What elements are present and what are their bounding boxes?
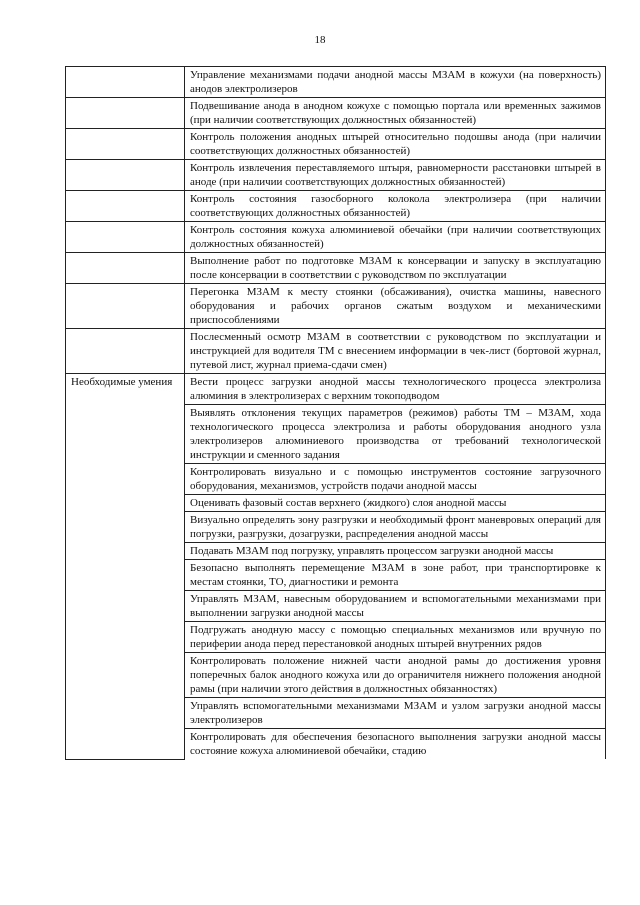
empty-label-cell	[66, 191, 185, 222]
table-row	[66, 160, 606, 191]
table-row	[66, 284, 606, 329]
empty-label-cell	[66, 98, 185, 129]
table-row	[66, 67, 606, 98]
table-cell: Оценивать фазовый состав верхнего (жидкого) слоя анодной массы	[185, 495, 606, 512]
table-cell: Перегонка МЗАМ к месту стоянки (обсаживания), очистка машины, навесного оборудования и рабочих органов сжатым воздухом и механическими приспособлениями	[185, 284, 606, 329]
table-cell: Подвешивание анода в анодном кожухе с помощью портала или временных зажимов (при наличии соответствующих должностных обязанностей)	[185, 98, 606, 129]
table-cell: Подавать МЗАМ под погрузку, управлять процессом загрузки анодной массы	[185, 543, 606, 560]
table-row	[66, 374, 606, 405]
table-cell: Управлять вспомогательными механизмами МЗАМ и узлом загрузки анодной массы электролизеров	[185, 698, 606, 729]
duties-table	[65, 66, 606, 760]
table-cell: Выполнение работ по подготовке МЗАМ к консервации и запуску в эксплуатацию после консервации в соответствии с руководством по эксплуатации	[185, 253, 606, 284]
empty-label-cell	[66, 222, 185, 253]
table-row	[66, 253, 606, 284]
empty-label-cell	[66, 253, 185, 284]
empty-label-cell	[66, 329, 185, 374]
table-row	[66, 222, 606, 253]
empty-label-cell	[66, 160, 185, 191]
table-cell: Подгружать анодную массу с помощью специальных механизмов или вручную по периферии анода перед перестановкой анодных штырей внутренних рядов	[185, 622, 606, 653]
page-number: 18	[314, 34, 326, 46]
empty-label-cell	[66, 129, 185, 160]
table-cell: Визуально определять зону разгрузки и необходимый фронт маневровых операций для погрузки, разгрузки, дозагрузки, распределения анодной массы	[185, 512, 606, 543]
table-cell: Управлять МЗАМ, навесным оборудованием и вспомогательными механизмами при выполнении загрузки анодной массы	[185, 591, 606, 622]
table-cell: Контроль извлечения переставляемого штыря, равномерности расстановки штырей в аноде (при наличии соответствующих должностных обязанностей)	[185, 160, 606, 191]
empty-label-cell	[66, 67, 185, 98]
table-row	[66, 129, 606, 160]
table-cell: Контролировать для обеспечения безопасного выполнения загрузки анодной массы состояние кожуха алюминиевой обечайки, стадию	[185, 729, 606, 760]
table-cell: Вести процесс загрузки анодной массы технологического процесса электролиза алюминия в электролизерах с верхним токоподводом	[185, 374, 606, 405]
table-cell: Контроль состояния газосборного колокола электролизера (при наличии соответствующих должностных обязанностей)	[185, 191, 606, 222]
table-row	[66, 191, 606, 222]
table-cell: Выявлять отклонения текущих параметров (режимов) работы ТМ – МЗАМ, хода технологического процесса электролиза и работы оборудования анодного узла электролизеров алюминиевого производства от требований технологической инструкции и сменного задания	[185, 405, 606, 464]
table-row	[66, 329, 606, 374]
table-cell: Управление механизмами подачи анодной массы МЗАМ в кожухи (на поверхность) анодов электролизеров	[185, 67, 606, 98]
table-cell: Послесменный осмотр МЗАМ в соответствии с руководством по эксплуатации и инструкцией для водителя ТМ с внесением информации в чек-лист (бортовой журнал, путевой лист, журнал приема-сдачи смен)	[185, 329, 606, 374]
table-cell: Контроль положения анодных штырей относительно подошвы анода (при наличии соответствующих должностных обязанностей)	[185, 129, 606, 160]
empty-label-cell	[66, 284, 185, 329]
table-cell: Контролировать положение нижней части анодной рамы до достижения уровня поперечных балок анодного кожуха или до ограничителя нижнего положения анодной рамы (при наличии этого действия в должностных обязанностях)	[185, 653, 606, 698]
table-cell: Безопасно выполнять перемещение МЗАМ в зоне работ, при транспортировке к местам стоянки, ТО, диагностики и ремонта	[185, 560, 606, 591]
section-label: Необходимые умения	[66, 374, 185, 760]
table-cell: Контроль состояния кожуха алюминиевой обечайки (при наличии соответствующих должностных обязанностей)	[185, 222, 606, 253]
table-row	[66, 98, 606, 129]
table-cell: Контролировать визуально и с помощью инструментов состояние загрузочного оборудования, механизмов, устройств подачи анодной массы	[185, 464, 606, 495]
